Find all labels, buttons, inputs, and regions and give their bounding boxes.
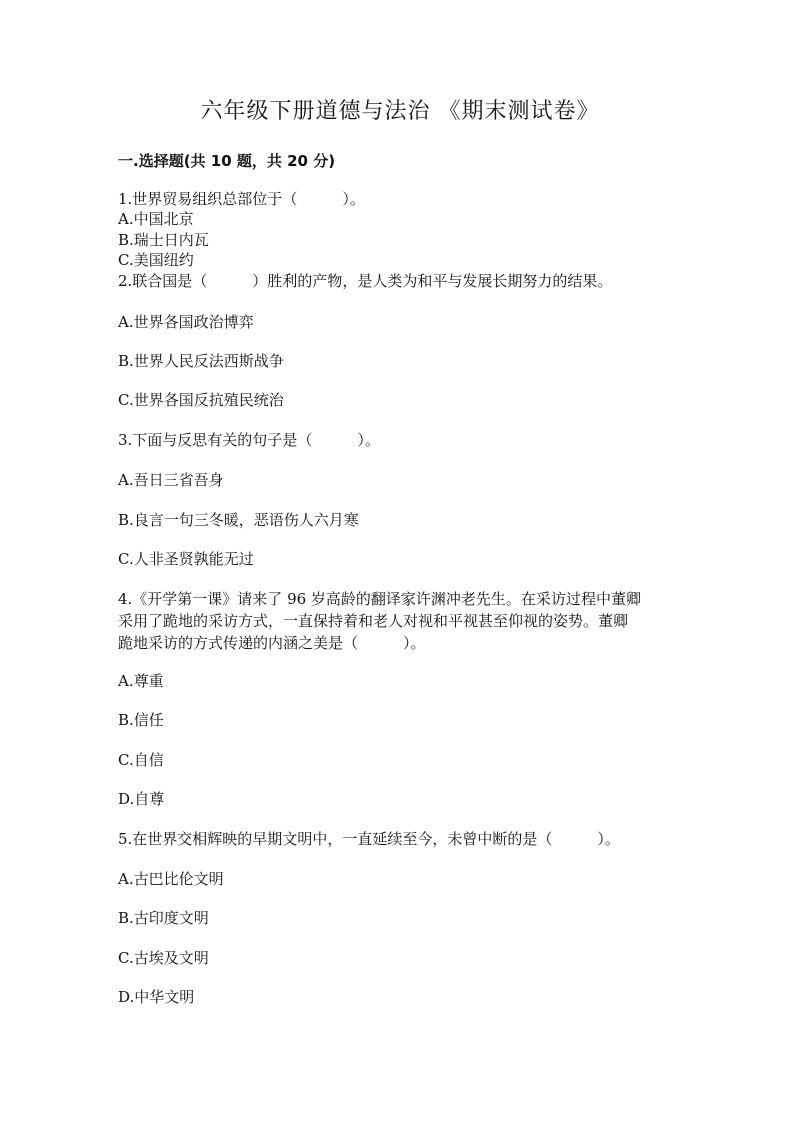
question-5-option-b: B.古印度文明	[118, 909, 209, 927]
question-3-option-b: B.良言一句三冬暖，恶语伤人六月寒	[118, 511, 359, 529]
question-5-option-d: D.中华文明	[118, 988, 195, 1006]
question-5-option-c: C.古埃及文明	[118, 949, 209, 967]
question-2-option-c: C.世界各国反抗殖民统治	[118, 391, 284, 409]
question-4-option-a: A.尊重	[118, 672, 164, 690]
question-2-option-a: A.世界各国政治博弈	[118, 313, 254, 331]
question-5-stem: 5.在世界交相辉映的早期文明中，一直延续至今，未曾中断的是（ ）。	[118, 830, 620, 848]
question-4-option-d: D.自尊	[118, 790, 165, 808]
question-4-stem-line-2: 采用了跪地的采访方式，一直保持着和老人对视和平视甚至仰视的姿势。董卿	[118, 612, 629, 630]
section-heading: 一.选择题(共 10 题，共 20 分)	[118, 152, 336, 170]
question-1-option-c: C.美国纽约	[118, 251, 194, 269]
question-3-stem: 3.下面与反思有关的句子是（ ）。	[118, 431, 380, 449]
question-4-option-c: C.自信	[118, 751, 164, 769]
question-3-option-a: A.吾日三省吾身	[118, 471, 224, 489]
question-4-option-b: B.信任	[118, 711, 164, 729]
question-4-stem-line-3: 跪地采访的方式传递的内涵之美是（ ）。	[118, 634, 426, 652]
question-2-stem: 2.联合国是（ ）胜利的产物，是人类为和平与发展长期努力的结果。	[118, 272, 613, 290]
question-5-option-a: A.古巴比伦文明	[118, 870, 224, 888]
question-2-option-b: B.世界人民反法西斯战争	[118, 352, 284, 370]
question-1-option-a: A.中国北京	[118, 210, 194, 228]
question-1-option-b: B.瑞士日内瓦	[118, 231, 209, 249]
page-title: 六年级下册道德与法治 《期末测试卷》	[200, 99, 600, 124]
question-1-stem: 1.世界贸易组织总部位于（ ）。	[118, 190, 365, 208]
question-3-option-c: C.人非圣贤孰能无过	[118, 550, 254, 568]
question-4-stem-line-1: 4.《开学第一课》请来了 96 岁高龄的翻译家许渊冲老先生。在采访过程中董卿	[118, 590, 641, 608]
